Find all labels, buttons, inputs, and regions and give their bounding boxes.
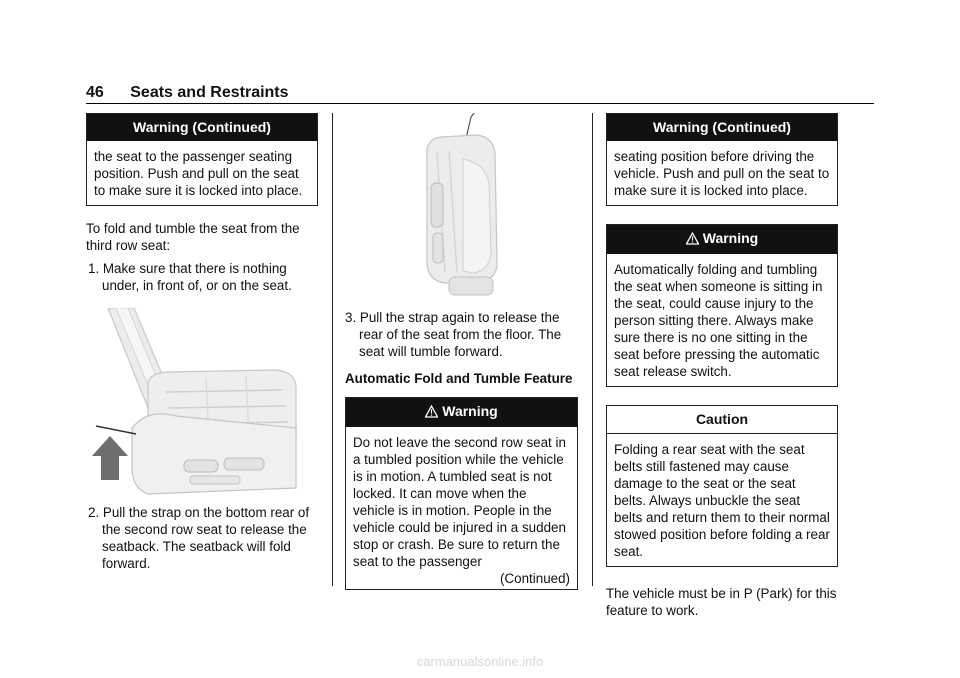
subheading-auto-fold: Automatic Fold and Tumble Feature (345, 371, 573, 386)
warning-box-2 (606, 224, 838, 387)
column-1 (86, 113, 318, 572)
column-2 (345, 113, 578, 608)
step-1: 1. Make sure that there is nothing under, in front of, or on the seat. (88, 261, 292, 293)
section-title: Seats and Restraints (130, 84, 289, 101)
warning-text: Do not leave the second row seat in a tumbled position while the vehicle is in motion. A tumbled seat is not locked. It can move when the vehicle is in motion. People in the vehicle could be injured in a sudden stop or crash. Be sure to return the seat to the passenger (353, 435, 566, 569)
caution-text: Folding a rear seat with the seat belts still fastened may cause damage to the seat or the seat belts. Always unbuckle the seat belts and return them to their normal stowed position before folding a rear seat. (614, 442, 830, 559)
warning-icon (425, 405, 438, 422)
caution-box (606, 405, 838, 567)
warning-continued-text: the seat to the passenger seating position. Push and pull on the seat to make sure it is locked into place. (94, 149, 303, 198)
closing-text: The vehicle must be in P (Park) for this feature to work. (606, 586, 837, 618)
continued-label: (Continued) (500, 571, 570, 586)
warning-title-2: Warning (702, 230, 759, 246)
page-header (86, 84, 289, 102)
seat-illustration-2 (345, 113, 578, 305)
step-2: 2. Pull the strap on the bottom rear of the second row seat to release the seatback. The seatback will fold forward. (88, 505, 310, 571)
header-rule (86, 103, 874, 104)
warning-text-2: Automatically folding and tumbling the seat when someone is sitting in the seat, could cause injury to the person sitting there. Always make sure there is no one sitting in the seat before pressing the automatic seat release switch. (614, 262, 823, 379)
warning-continued-box-2 (606, 113, 838, 206)
caution-title: Caution (607, 406, 837, 434)
warning-continued-box (86, 113, 318, 206)
column-divider-2 (592, 113, 593, 586)
warning-icon (686, 232, 699, 249)
warning-continued-title: Warning (Continued) (87, 114, 317, 141)
warning-title: Warning (442, 403, 498, 419)
step-3: 3. Pull the strap again to release the rear of the seat from the floor. The seat will tumble forward. (345, 310, 562, 359)
warning-title-bar-2 (607, 225, 837, 254)
warning-continued-title-2: Warning (Continued) (607, 114, 837, 141)
watermark: carmanualsonline.info (416, 654, 544, 669)
column-3 (606, 113, 838, 625)
seat-illustration-1 (86, 308, 318, 498)
warning-title-bar (346, 398, 577, 427)
column-divider-1 (332, 113, 333, 586)
warning-box (345, 397, 578, 590)
page-number: 46 (86, 84, 104, 101)
warning-continued-text-2: seating position before driving the vehicle. Push and pull on the seat to make sure it is locked into place. (614, 149, 830, 198)
intro-text: To fold and tumble the seat from the third row seat: (86, 221, 300, 253)
